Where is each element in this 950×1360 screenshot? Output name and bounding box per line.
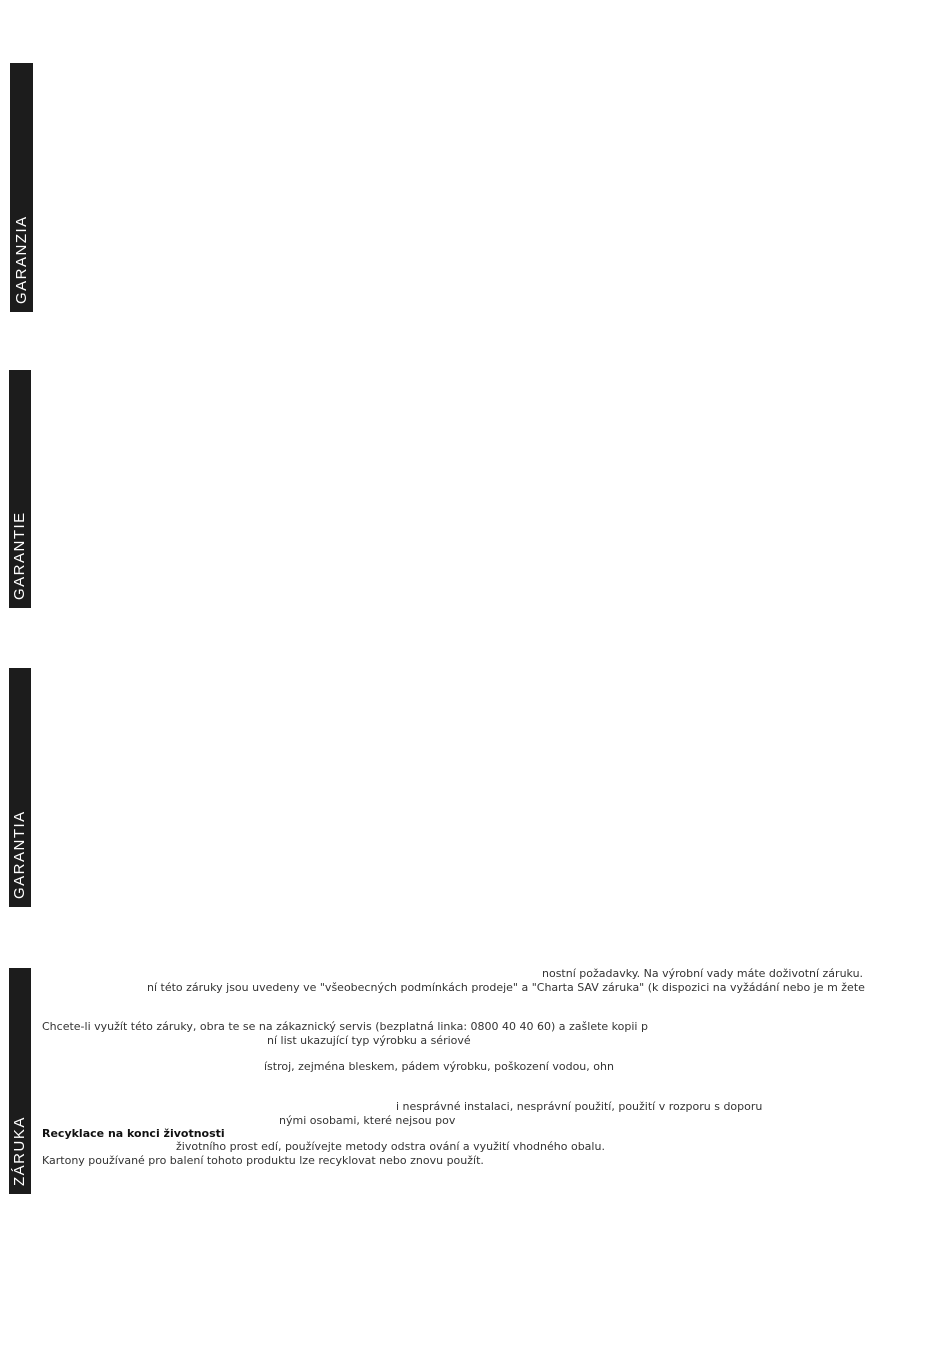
section-tab-label: GARANTIA [11, 810, 28, 899]
recycling-heading: Recyklace na konci životnosti [42, 1127, 225, 1140]
warranty-text-line: nými osobami, které nejsou pov [279, 1114, 456, 1127]
warranty-text-line: ístroj, zejména bleskem, pádem výrobku, poškození vodou, ohn [264, 1060, 614, 1073]
section-tab-garantia [9, 668, 31, 907]
section-tab-label: ZÁRUKA [11, 1116, 28, 1186]
warranty-text-line: nostní požadavky. Na výrobní vady máte doživotní záruku. [542, 967, 864, 980]
section-tab-garantie [9, 370, 31, 608]
warranty-text-line: ní list ukazující typ výrobku a sériové [267, 1034, 471, 1047]
section-tab-garanzia [10, 63, 33, 312]
section-tab-label: GARANTIE [11, 511, 28, 600]
warranty-text-line: ní této záruky jsou uvedeny ve "všeobecných podmínkách prodeje" a "Charta SAV záruka" (k dispozici na vyžádání nebo je m žete [147, 981, 865, 994]
warranty-text-line: Chcete-li využít této záruky, obra te se na zákaznický servis (bezplatná linka: 0800 40 40 60) a zašlete kopii p [42, 1020, 648, 1033]
recycling-text-line: životního prost edí, používejte metody odstra ování a využití vhodného obalu. [176, 1140, 605, 1153]
section-tab-zaruka [9, 968, 31, 1194]
warranty-text-line: i nesprávné instalaci, nesprávní použití, použití v rozporu s doporu [396, 1100, 763, 1113]
section-tab-label: GARANZIA [12, 215, 30, 304]
recycling-text-line: Kartony používané pro balení tohoto produktu lze recyklovat nebo znovu použít. [42, 1154, 484, 1167]
